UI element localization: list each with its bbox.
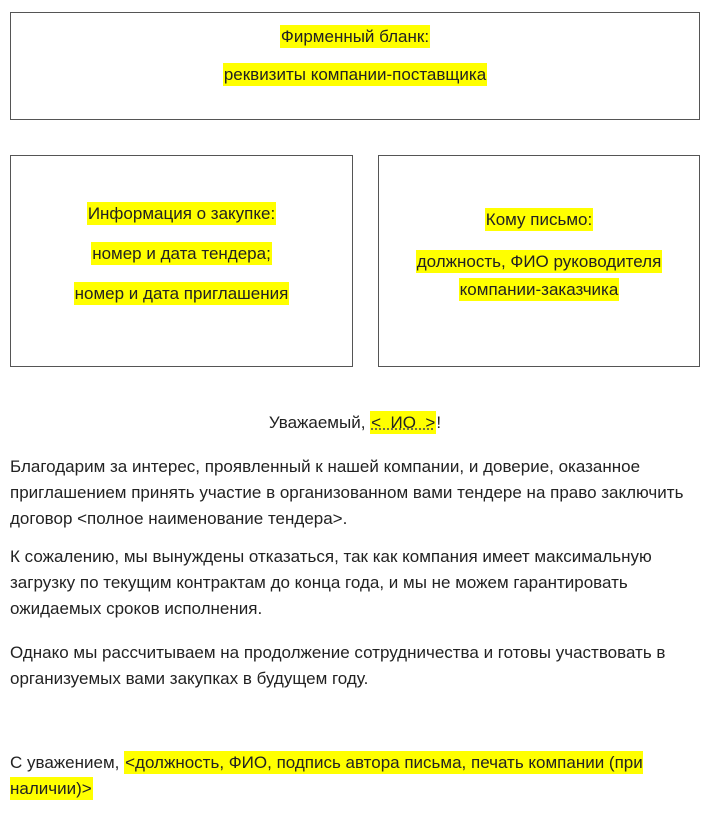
paragraph-cooperation: Однако мы рассчитываем на продолжение сотрудничества и готовы участвовать в организуемых вами закупках в будущем году. — [10, 643, 666, 688]
paragraph-refusal: К сожалению, мы вынуждены отказаться, так как компания имеет максимальную загрузку по текущим контрактам до конца года, и мы не можем гарантировать ожидаемых сроков исполнения. — [10, 547, 652, 618]
purchase-info-box — [10, 155, 353, 367]
signature-placeholder: <должность, ФИО, подпись автора письма, печать компании (при наличии)> — [10, 753, 643, 798]
recipient-line1: должность, ФИО руководителя — [416, 252, 662, 271]
recipient-line2: компании-заказчика — [459, 280, 619, 299]
paragraph-thanks: Благодарим за интерес, проявленный к нашей компании, и доверие, оказанное приглашением принять участие в организованном вами тендере на право заключить договор <полное наименование тендера>. — [10, 457, 684, 528]
recipient-box — [378, 155, 700, 367]
signature-prefix: С уважением, — [10, 753, 125, 772]
recipient-title: Кому письмо: — [485, 210, 593, 229]
letterhead-title: Фирменный бланк: — [280, 27, 430, 46]
greeting-prefix: Уважаемый, — [268, 413, 371, 432]
signature — [10, 750, 700, 802]
greeting-name-placeholder: < ИО > — [371, 413, 436, 432]
purchase-info-line1: номер и дата тендера; — [92, 244, 271, 263]
letterhead-subtitle: реквизиты компании-поставщика — [223, 65, 487, 84]
letterhead-box — [10, 12, 700, 120]
purchase-info-line2: номер и дата приглашения — [74, 284, 289, 303]
greeting-suffix: ! — [436, 413, 442, 432]
greeting — [10, 410, 700, 436]
purchase-info-title: Информация о закупке: — [87, 204, 276, 223]
